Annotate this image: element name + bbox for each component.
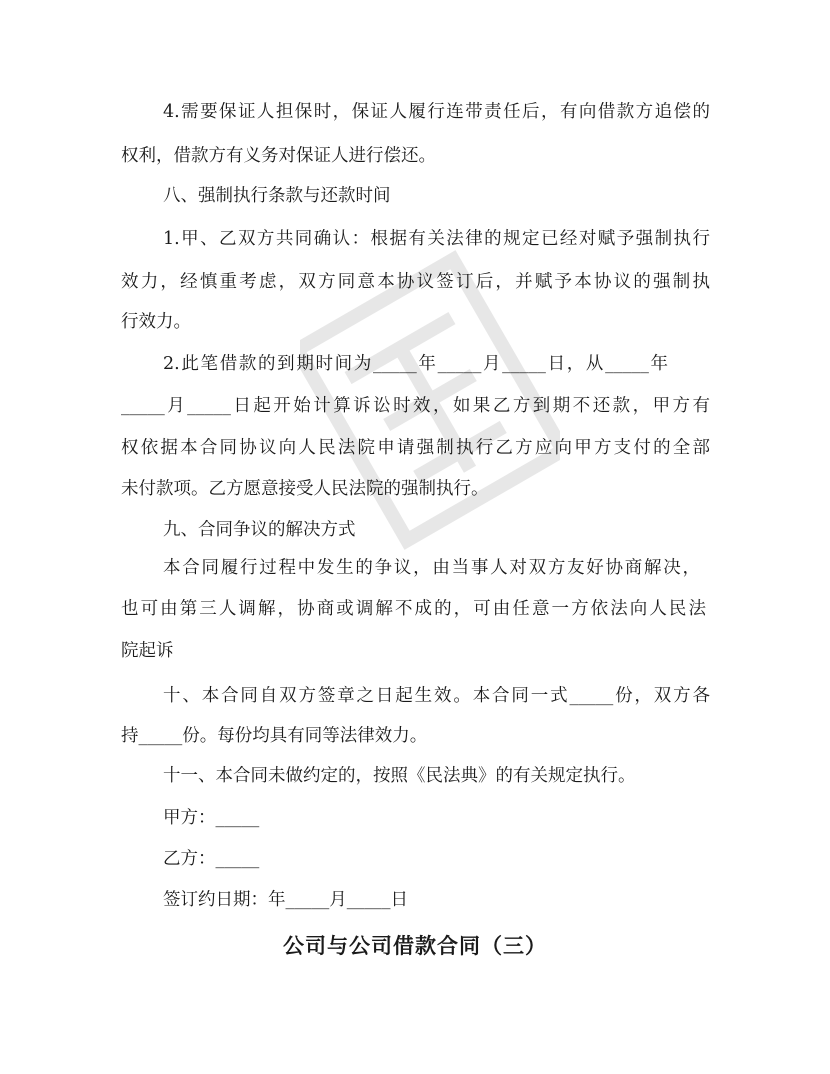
paragraph-line: 2.此笔借款的到期时间为_____年_____月_____日，从_____年 — [163, 354, 668, 374]
paragraph-line: 本合同履行过程中发生的争议，由当事人对双方友好协商解决， — [163, 558, 700, 578]
paragraph-line: 4.需要保证人担保时，保证人履行连带责任后，有向借款方追偿的 — [163, 102, 710, 122]
paragraph-line: 1.甲、乙双方共同确认：根据有关法律的规定已经对赋予强制执行 — [163, 229, 710, 249]
paragraph-line: 十、本合同自双方签章之日起生效。本合同一式_____份，双方各 — [163, 686, 710, 706]
paragraph-line: 权利，借款方有义务对保证人进行偿还。 — [121, 146, 436, 166]
paragraph-line: 行效力。 — [121, 312, 191, 332]
signature-party-a: 甲方：_____ — [163, 808, 260, 828]
next-contract-title: 公司与公司借款合同（三） — [283, 934, 547, 958]
paragraph-line: 效力，经慎重考虑，双方同意本协议签订后，并赋予本协议的强制执 — [121, 272, 710, 292]
paragraph-line: _____月_____日起开始计算诉讼时效，如果乙方到期不还款，甲方有 — [121, 396, 710, 416]
signature-party-b: 乙方：_____ — [163, 849, 260, 869]
section-heading: 九、合同争议的解决方式 — [163, 520, 356, 540]
paragraph-line: 十一、本合同未做约定的，按照《民法典》的有关规定执行。 — [163, 766, 636, 786]
signing-date: 签订约日期：年_____月_____日 — [163, 890, 408, 910]
paragraph-line: 持_____份。每份均具有同等法律效力。 — [121, 726, 428, 746]
paragraph-line: 未付款项。乙方愿意接受人民法院的强制执行。 — [121, 479, 489, 499]
paragraph-line: 也可由第三人调解，协商或调解不成的，可由任意一方依法向人民法 — [121, 599, 706, 619]
section-heading: 八、强制执行条款与还款时间 — [163, 186, 391, 206]
paragraph-line: 权依据本合同协议向人民法院申请强制执行乙方应向甲方支付的全部 — [121, 438, 710, 458]
paragraph-line: 院起诉 — [121, 641, 174, 661]
